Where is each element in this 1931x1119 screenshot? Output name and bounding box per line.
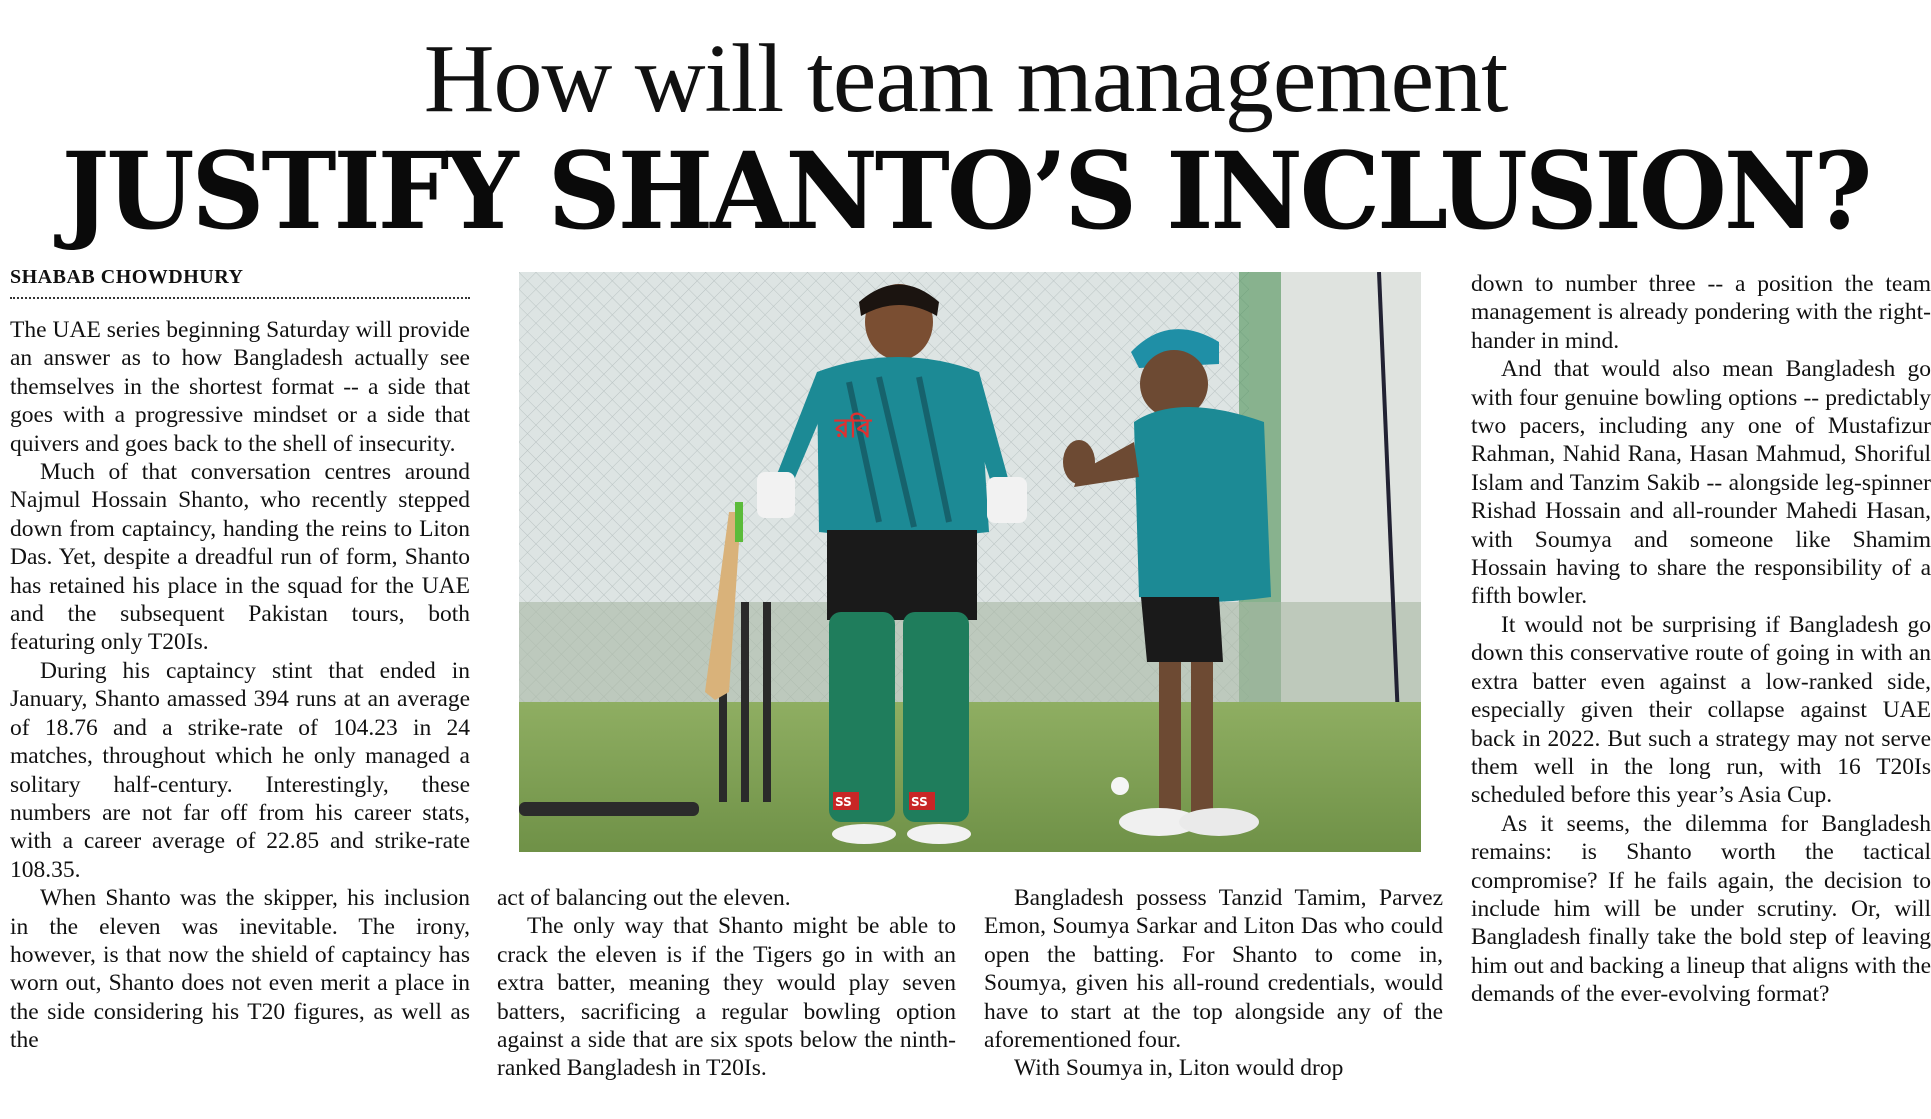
byline: SHABAB CHOWDHURY [10, 266, 470, 299]
paragraph: During his captaincy stint that ended in January, Shanto amassed 394 runs at an average of 18.76 and a strike-rate of 104.23 in 24 matches, throughout which he only managed a solitary half-century. Interestingly, these numbers are not far off from his career stats, with a career average of 22.85 and strike-rate 108.35. [10, 657, 470, 883]
article-column-4 [1471, 270, 1931, 1116]
paragraph: It would not be surprising if Bangladesh go down this conservative route of going in with an extra batter even against a low-ranked side, especially given their collapse against UAE back in 2022. But such a strategy may not serve them well in the long run, with 16 T20Is scheduled before this year’s Asia Cup. [1471, 611, 1931, 809]
sponsor-logo: রবি [835, 414, 872, 444]
paragraph: Bangladesh possess Tanzid Tamim, Parvez Emon, Soumya Sarkar and Liton Das who could open the batting. For Shanto to come in, Soumya, given his all-round credentials, would have to start at the top alongside any of the aforementioned four. [984, 885, 1443, 1054]
paragraph: When Shanto was the skipper, his inclusion in the eleven was inevitable. The irony, however, is that now the shield of captaincy has worn out, Shanto does not even merit a place in the side considering his T20 figures, as well as the [10, 885, 470, 1054]
article-photo [519, 272, 1421, 852]
pad-logo-left: SS [835, 795, 852, 809]
paragraph: The UAE series beginning Saturday will provide an answer as to how Bangladesh actually see themselves in the shortest format -- a side that goes with a progressive mindset or a side that quivers and goes back to the shell of insecurity. [10, 317, 470, 457]
practice-nets-photo [519, 272, 1421, 852]
article-column-1 [10, 316, 470, 1116]
headline-kicker: How will team management [423, 25, 1508, 133]
paragraph: As it seems, the dilemma for Bangladesh remains: is Shanto worth the tactical compromise? If he fails again, the decision to include him will be under scrutiny. Or, will Bangladesh finally take the bold step of leaving him out and backing a lineup that aligns with the demands of the ever-evolving format? [1471, 810, 1931, 1008]
pad-logo-right: SS [911, 795, 928, 809]
paragraph: The only way that Shanto might be able to crack the eleven is if the Tigers go in with an extra batter, meaning they would play seven batters, sacrificing a regular bowling option against a side that are six spots below the ninth-ranked Bangladesh in T20Is. [497, 913, 956, 1082]
article-column-3 [984, 884, 1443, 1116]
paragraph: act of balancing out the eleven. [497, 885, 791, 911]
headline-main: JUSTIFY SHANTO’S INCLUSION? [61, 128, 1870, 253]
paragraph: With Soumya in, Liton would drop [1014, 1055, 1344, 1082]
article-column-2 [497, 884, 956, 1116]
paragraph: down to number three -- a position the team management is already pondering with the right-hander in mind. [1471, 271, 1931, 354]
paragraph: And that would also mean Bangladesh go with four genuine bowling options -- predictably two pacers, including any one of Mustafizur Rahman, Nahid Rana, Hasan Mahmud, Shoriful Islam and Tanzim Sakib -- alongside leg-spinner Rishad Hossain and all-rounder Mahedi Hasan, with Soumya and someone like Shamim Hossain having to share the responsibility of a fifth bowler. [1471, 356, 1931, 610]
paragraph: Much of that conversation centres around Najmul Hossain Shanto, who recently stepped down from captaincy, handing the reins to Liton Das. Yet, despite a dreadful run of form, Shanto has retained his place in the squad for the UAE and the subsequent Pakistan tours, both featuring only T20Is. [10, 459, 470, 656]
